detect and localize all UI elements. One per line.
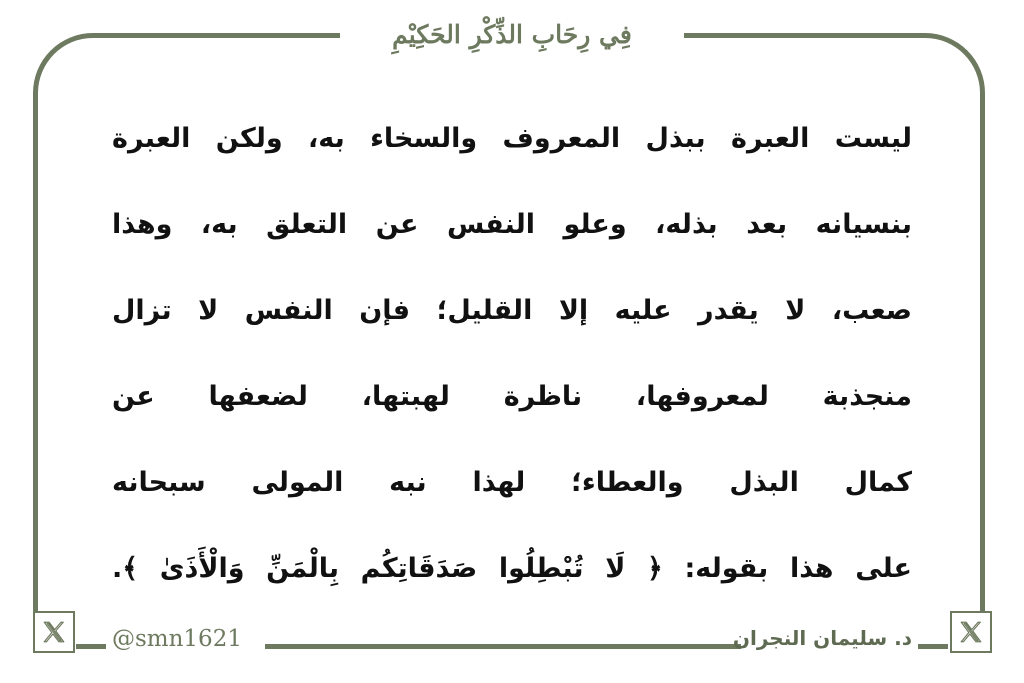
- social-handle[interactable]: @smn1621: [112, 626, 242, 652]
- quote-line-6: على هذا بقوله: ﴿ لَا تُبْطِلُوا صَدَقَاتِكُم بِالْمَنِّ وَالْأَذَىٰ ﴾.: [112, 553, 912, 584]
- header-title: فِي رِحَابِ الذِّكْرِ الحَكِيْمِ: [392, 19, 632, 49]
- x-logo-icon[interactable]: [950, 611, 992, 653]
- quote-line-5: كمال البذل والعطاء؛ لهذا نبه المولى سبحانه: [112, 467, 912, 498]
- quote-line-1: ليست العبرة ببذل المعروف والسخاء به، ولكن العبرة: [112, 123, 912, 154]
- x-logo-icon[interactable]: [33, 611, 75, 653]
- footer-divider-middle: [265, 644, 741, 649]
- footer-divider-right: [918, 644, 948, 649]
- quote-body: [112, 96, 912, 612]
- quote-line-2: بنسيانه بعد بذله، وعلو النفس عن التعلق به، وهذا: [112, 209, 912, 240]
- header-title-container: [340, 12, 684, 56]
- footer-divider-left: [76, 644, 106, 649]
- quote-line-3: صعب، لا يقدر عليه إلا القليل؛ فإن النفس لا تزال: [112, 295, 912, 326]
- x-logo-icon: [958, 619, 984, 645]
- author-name: د. سليمان النجران: [732, 626, 912, 650]
- quote-line-4: منجذبة لمعروفها، ناظرة لهبتها، لضعفها عن: [112, 381, 912, 412]
- x-logo-icon: [41, 619, 67, 645]
